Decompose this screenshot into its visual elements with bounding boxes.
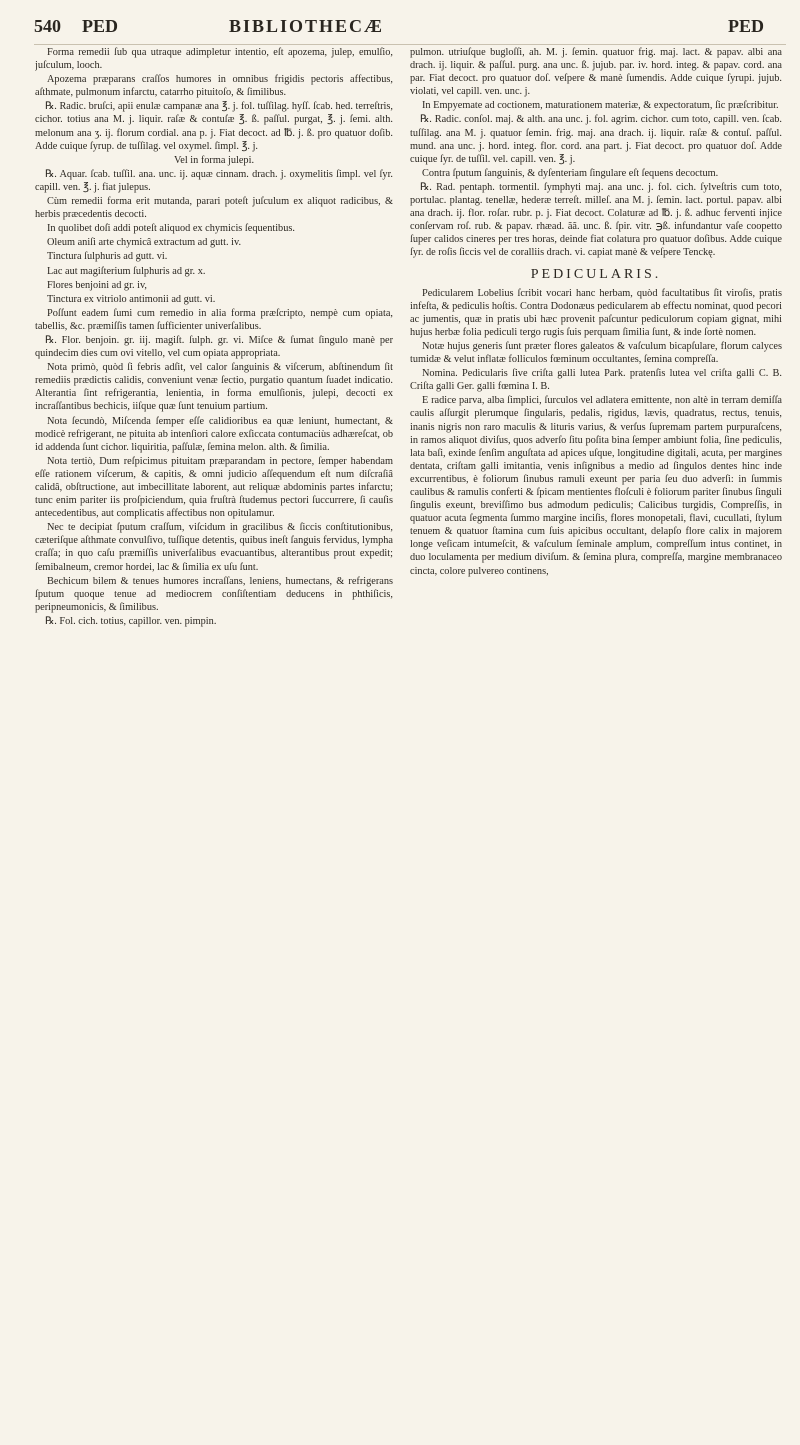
paragraph: In quolibet doſi addi poteſt aliquod ex chymicis ſequentibus.	[47, 223, 295, 235]
recipe: ℞. Fol. cich. totius, capillor. ven. pimpin.	[45, 615, 217, 627]
recipe: ℞. Radic. conſol. maj. & alth. ana unc. j. fol. agrim. cichor. cum toto, capill. ven. ſcab. tuſſilag. ana M. j. quatuor ſemin. frig. maj. ana drach. ij. liquir. raſæ & contuſ. paſſul. mund. ana unc. j. hord. integ. flor. cord. ana part. j. Fiat decoct. pro quatuor doſ. Adde cuique ſyr. de tuſſil. vel. capill. ven. ℥. j.	[410, 114, 782, 165]
list-item: Tinctura ſulphuris ad gutt. vi.	[47, 251, 168, 263]
paragraph: Bechicum bilem & tenues humores incraſſans, leniens, humectans, & refrigerans ſputum quoque tenue ad mediocrem conſiſtentiam deducens in phthiſicis, peripneumonicis, & ſimilibus.	[35, 575, 393, 613]
paragraph: In Empyemate ad coctionem, maturationem materiæ, & expectoratum, ſic præſcribitur.	[422, 100, 779, 112]
paragraph: Nota ſecundò, Miſcenda ſemper eſſe calidioribus ea quæ leniunt, humectant, & modicè refrigerant, ne pituita ab intenſiori calore exſiccata contumaciùs adhæreſcat, ob id addenda ſunt cichor. liquiritia, paſſulæ, ſemina melon. alth. & ſimilia.	[35, 415, 393, 453]
paragraph: pulmon. utriuſque bugloſſi, ah. M. j. ſemin. quatuor frig. maj. lact. & papav. albi ana drach. ij. liquir. & paſſul. purg. ana unc. ß. jujub. par. iv. hord. integ. & papav. cord. ana par. Fiat decoct. pro quatuor doſ. veſpere & manè ſumendis. Adde cuique ſyrupi. jujub. violati, vel capill. ven. unc. j.	[410, 47, 782, 98]
paragraph: Nomina. Pedicularis ſive criſta galli lutea Park. pratenſis lutea vel criſta galli C. B. Criſta galli Ger. galli fœmina I. B.	[410, 368, 782, 393]
running-head-right: PED	[728, 16, 764, 36]
paragraph: Vel in forma julepi.	[173, 154, 255, 166]
list-item: Flores benjoini ad gr. iv,	[47, 279, 148, 291]
recipe: ℞. Aquar. ſcab. tuſſil. ana. unc. ij. aquæ cinnam. drach. j. oxymelitis ſimpl. vel ſyr. capill. ven. ℥. j. fiat julepus.	[35, 168, 393, 193]
running-header	[34, 16, 786, 38]
list-item: Lac aut magiſterium ſulphuris ad gr. x.	[47, 265, 206, 277]
recipe: ℞. Flor. benjoin. gr. iij. magiſt. ſulph. gr. vi. Miſce & ſumat ſingulo manè per quindecim dies cum ovi vitello, vel cum opiata appropriata.	[35, 334, 393, 360]
paragraph: Contra ſputum ſanguinis, & dyſenteriam ſingulare eſt ſequens decoctum.	[422, 167, 719, 179]
paragraph: Cùm remedii forma erit mutanda, parari poteſt juſculum ex aliquot radicibus, & herbis præcedentis decocti.	[35, 196, 393, 221]
section-title: PEDICULARIS.	[530, 266, 662, 282]
paragraph: Nota tertiò, Dum reſpicimus pituitam præparandam in pectore, ſemper habendam eſſe rationem viſcerum, & capitis, & omni judicio aſſequendum eſt num diſcraſiâ calidâ, obſtructione, aut imbecillitate laborent, aut reliquæ abdominis partes infarctu; tunc enim pariter iis proſpiciendum, quia fruſtrà ſtudemus pectori ſuccurrere, ſi cauſis antecedentibus, aut complicatis affectibus non opitulamur.	[35, 455, 393, 520]
recipe: ℞. Rad. pentaph. tormentil. ſymphyti maj. ana unc. j. fol. cich. ſylveſtris cum toto, portulac. plantag. tenellæ, hederæ terreſt. milleſ. ana M. j. ſemin. lact. portul. papav. albi ana drach. ij. flor. roſar. rubr. p. j. Fiat decoct. Colaturæ ad ℔. j. ß. adhuc ferventi injice conſervam roſ. rub. & papav. rhæad. ãã. unc. ß. ſpir. vitr. ℈ß. infundantur vaſe coopetto ſuper calidos cineres per tres horas, deinde fiat colatura pro quatuor doſibus. Adde cuique ſyr. de roſis ſiccis vel de coralliis drach. vi. capiat manè & veſpere Tenckę.	[410, 181, 782, 259]
paragraph: Apozema præparans craſſos humores in omnibus frigidis pectoris affectibus, aſthmate, pulmonum infarctu, catarrho pituitoſo, & ſimilibus.	[35, 74, 393, 99]
paragraph: Forma remedii ſub qua utraque adimpletur intentio, eſt apozema, julep, emulſio, juſculum, looch.	[35, 47, 393, 72]
left-column	[35, 46, 393, 1441]
paragraph: E radice parva, alba ſimplici, ſurculos vel adlatera emittente, non altè in terram demiſſa caulis aſſurgit plerumque ſingularis, pedalis, rigidus, lævis, quadratus, rectus, tenuis, inanis nigris non raro maculis & lituris varius, & verſus ſupremam partem purpuraſcens, in ramos aliquot diviſus, quos adverſo ſitu poſita bina ſemper ambiunt folia, ſine pediculis, lata baſi, exinde ſenſim anguſtata ad apices uſque, longitudine digitali, acuta, per margines dentata, criſtam galli imitantia, venis inſignibus a medio ad ſingulos dentes hinc inde excurrentibus, è foliorum ſinubus ramuli exeunt per paria ſeu duo adverſi: in ſummis caulibus & ramulis conferti & ſpicam mentientes floſculi è foliorum pariter ſinubus ſinguli ſingulis exeunt, breviſſimo bus admodum pediculis; Calicibus turgidis, Compreſſis, in quatuor acuta ſegmenta ſummo margine inciſis, flores monopetali, flavi, cucullati, ſtylum tenuem & quatuor ſtamina cum ſuis apicibus occultant, delapſo flore calix in majorem longe veſicam intumeſcit, & vaſculum ſeminale amplum, compreſſum intus continet, in duo loculamenta per medium diviſum. & ſemina plura, compreſſa, margine membranaceo cincta, colore pulvereo continens,	[410, 395, 782, 577]
paragraph: Nota primò, quòd ſi febris adſit, vel calor ſanguinis & viſcerum, abſtinendum ſit remediis prædictis calidis, conveniunt venæ ſectio, purgatio quantum ſuadet indicatio. Alterantia ſint refrigerantia, lenientia, in forma emulſionis, julepi, decocti ex incraſſantibus bechicis, iiſque quæ ſunt tenuium partium.	[35, 362, 393, 413]
header-rule	[34, 44, 786, 45]
recipe: ℞. Radic. bruſci, apii enulæ campanæ ana ℥. j. fol. tuſſilag. hyſſ. ſcab. hed. terreſtris, cichor. totius ana M. j. liquir. raſæ & contuſæ ℥. ß. paſſul. purgat, ℥. j. ſemi. alth. melonum ana ʒ. ij. florum cordial. ana p. j. Fiat decoct. ad ℔. j. ß. pro quatuor doſib. Adde cuique ſyrup. de tuſſilag. vel oxymel. ſimpl. ℥. j.	[35, 101, 393, 152]
list-item: Oleum aniſi arte chymicâ extractum ad gutt. iv.	[47, 237, 242, 249]
running-head-center: BIBLIOTHECÆ	[229, 16, 385, 36]
page-number: 540	[34, 16, 61, 36]
paragraph: Nec te decipiat ſputum craſſum, viſcidum in gracilibus & ſiccis conſtitutionibus, cæteriſque aſthmate convulſivo, tuſſique detentis, quibus ineſt ſanguis fervidus, lympha craſſa; in quo caſu præmiſſis univerſalibus evacuantibus, alterantibus prout expedit; ſemibalneum, cremor hordei, lac & ſimilia ex uſu ſunt.	[35, 522, 393, 573]
paragraph: Poſſunt eadem ſumi cum remedio in alia forma præſcripto, nempè cum opiata, tabellis, &c. præmiſſis tamen ſufficienter univerſalibus.	[35, 307, 393, 332]
right-column	[410, 46, 782, 1441]
paragraph: Pedicularem Lobelius ſcribit vocari hanc herbam, quòd facultatibus ſit viroſis, pratis infeſta, & pediculis hoſtis. Contra Dodonæus pedicularem ab effectu nominat, quod pecori ac jumentis, quæ in pratis ubi hæc provenit paſcuntur pediculorum copiam gignat, mihi hujus herbæ folia pediculi tergo rugis ſuis perquam ſimilia ſunt, & inde ſortè nomen.	[410, 287, 782, 338]
paragraph: Notæ hujus generis ſunt præter flores galeatos & vaſculum bicapſulare, florum calyces tumidæ & velut inflatæ folliculos fœminum occultantes, ſemina compreſſa.	[410, 340, 782, 366]
running-head-left: PED	[82, 16, 118, 36]
list-item: Tinctura ex vitriolo antimonii ad gutt. vi.	[47, 293, 216, 305]
